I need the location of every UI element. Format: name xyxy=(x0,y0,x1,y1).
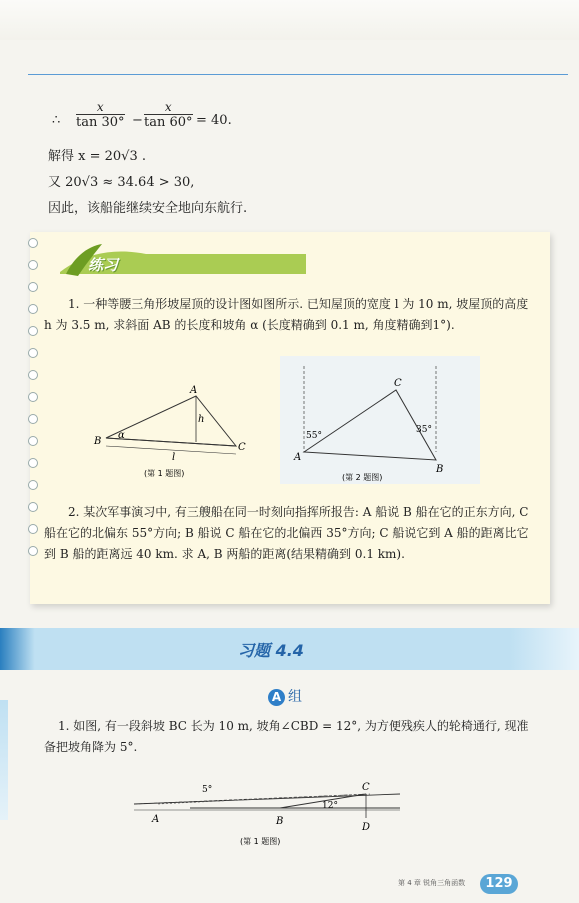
exercise-title: 习题 4.4 xyxy=(238,641,304,660)
fig1-label-c: C xyxy=(238,442,246,453)
page-number: 129 xyxy=(480,874,518,894)
ex-fig-caption: (第 1 题图) xyxy=(240,837,281,846)
fig1-label-l: l xyxy=(172,452,176,463)
fig2-angle-35: 35° xyxy=(416,425,432,435)
therefore-symbol: ∴ xyxy=(52,113,61,128)
fraction-1: $\frac{x}{\tan 30^\circ}$ xyxy=(76,100,125,130)
group-label-text: 组 xyxy=(288,689,302,705)
fig1-label-b: B xyxy=(94,436,102,447)
group-heading xyxy=(268,686,302,706)
fig1-label-a: A xyxy=(190,385,198,396)
page-top-edge xyxy=(0,0,579,40)
exercise-header-band xyxy=(0,628,579,670)
ex-fig-angle-5: 5° xyxy=(202,785,213,795)
ex-fig-label-d: D xyxy=(362,822,371,833)
figure-2-triangle xyxy=(280,356,480,484)
equation-result: = 40. xyxy=(196,113,232,128)
solution-line-4: 因此，该船能继续安全地向东航行. xyxy=(48,201,248,216)
fraction-2: $\frac{x}{\tan 60^\circ}$ xyxy=(144,100,193,130)
binder-rings xyxy=(28,238,38,568)
chapter-footer: 第 4 章 锐角三角函数 xyxy=(398,879,466,887)
fig1-label-h: h xyxy=(198,414,205,425)
solution-line-2: 解得 x = 20√3 . xyxy=(48,149,146,164)
ex-fig-angle-12: 12° xyxy=(322,801,338,811)
minus-sign: − xyxy=(132,113,143,128)
header-rule xyxy=(28,74,568,75)
fig1-caption: (第 1 题图) xyxy=(144,469,185,478)
fig2-label-c: C xyxy=(394,378,402,389)
practice-box xyxy=(30,232,550,604)
practice-title: 练习 xyxy=(88,256,119,274)
practice-question-1: 1. 一种等腰三角形坡屋顶的设计图如图所示. 已知屋顶的宽度 l 为 10 m, 坡屋顶的高度 h 为 3.5 m, 求斜面 AB 的长度和坡角 α (长度精确到 0.1 m, 角度精确到1°). xyxy=(44,297,529,332)
page-side-tab xyxy=(0,700,8,820)
fig2-angle-55: 55° xyxy=(306,431,322,441)
fig2-label-a: A xyxy=(294,452,302,463)
figure-1-triangle xyxy=(86,382,246,482)
solution-line-3: 又 20√3 ≈ 34.64 > 30, xyxy=(48,175,195,190)
fig1-label-alpha: α xyxy=(118,430,125,441)
fig2-label-b: B xyxy=(436,464,444,475)
ex-fig-label-a: A xyxy=(152,814,160,825)
fig2-caption: (第 2 题图) xyxy=(342,473,383,482)
practice-question-2: 2. 某次军事演习中, 有三艘船在同一时刻向指挥所报告: A 船说 B 船在它的正东方向, C 船在它的北偏东 55°方向; B 船说 C 船在它的北偏西 35°方向; C 船说它到 A 船的距离比它到 B 船的距离远 40 km. 求 A, B 两船的距离(结果精确到 0.1 km). xyxy=(44,505,529,561)
group-letter-badge: A xyxy=(268,689,285,706)
exercise-figure-slope xyxy=(130,780,410,850)
ex-fig-label-b: B xyxy=(276,816,284,827)
ex-fig-label-c: C xyxy=(362,782,370,793)
exercise-question-1: 1. 如图, 有一段斜坡 BC 长为 10 m, 坡角∠CBD = 12°, 为方便残疾人的轮椅通行, 现准备把坡角降为 5°. xyxy=(44,719,529,754)
